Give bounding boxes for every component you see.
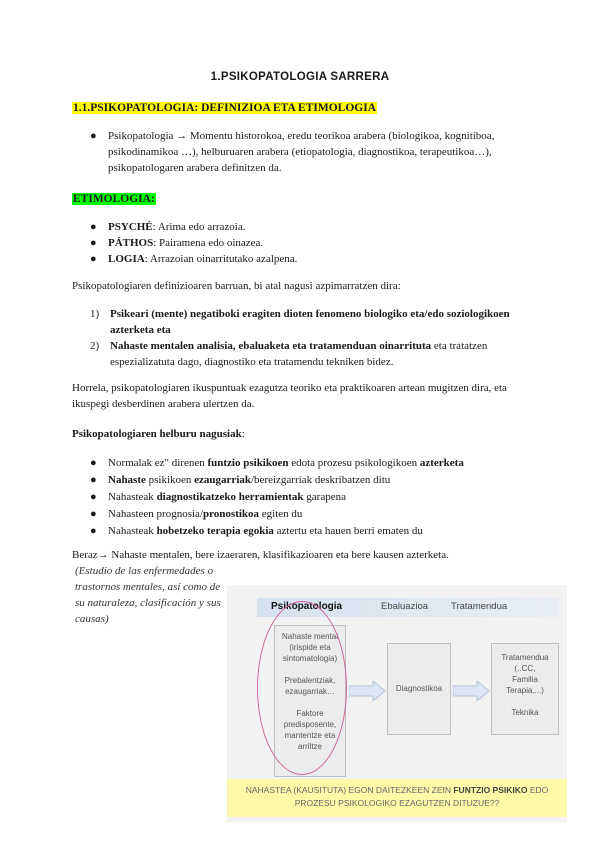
process-figure — [227, 585, 567, 822]
item-number: 1) — [90, 308, 100, 320]
etimologia-item — [90, 235, 530, 251]
box-line: (..CC, — [514, 664, 536, 673]
box-line: Nahaste mental — [281, 632, 339, 641]
bullet-icon: ● — [90, 457, 97, 469]
goal-item — [90, 506, 530, 522]
box-line: sintomatologia) — [282, 654, 338, 663]
intro-paragraph: Psikopatologiaren definizioaren barruan, bi atal nagusi azpimarratzen dira: — [72, 280, 401, 292]
numbered-item — [90, 306, 530, 338]
bullet-icon: ● — [90, 525, 97, 537]
box-line: Tratamendua — [501, 653, 549, 662]
item-number: 2) — [90, 340, 100, 352]
box-line: predisposente, — [283, 720, 337, 729]
highlight-ellipse — [257, 601, 347, 775]
goals-heading — [72, 426, 532, 442]
etimologia-def: : Arrazoian oinarritutako azalpena. — [144, 253, 298, 265]
numbered-rest: eta tratatzen espezializatuta dago, diagnostiko eta tratamendu tekniken bidez. — [110, 340, 488, 368]
paragraph-2: Horrela, psikopatologiaren ikuspuntuak ezagutza teoriko eta praktikoaren artean mugitzen dira, eta ikuspegi desberdinen arabera ulertzen da. — [72, 382, 507, 410]
band-label-ebaluazioa: Ebaluazioa — [381, 601, 429, 612]
goals-heading-suffix: : — [241, 428, 245, 440]
box-line: (irispide eta — [289, 643, 331, 652]
goal-item — [90, 523, 530, 539]
goal-text: garapena — [303, 491, 346, 503]
goal-bold: funtzio psikikoen — [207, 457, 289, 469]
box-line: ezaugarriak… — [285, 687, 335, 696]
box-diagnostikoa — [387, 643, 451, 735]
etimologia-term: PÁTHOS — [108, 237, 154, 249]
box-tratamendua — [491, 643, 559, 735]
bullet-icon: ● — [90, 237, 97, 249]
etimologia-heading: ETIMOLOGIA: — [73, 193, 155, 205]
bullet-icon: ● — [90, 221, 97, 233]
numbered-bold: Psikeari (mente) negatiboki eragiten dioten fenomeno biologiko eta/edo soziologikoen azterketa eta — [110, 308, 510, 336]
goal-text: Nahasteak — [108, 491, 157, 503]
box-line: Prebalentziak, — [284, 676, 336, 685]
box-line: Faktore — [296, 709, 324, 718]
box-line: arriltze — [297, 742, 322, 751]
goal-text: /bereizgarriak deskribatzen ditu — [251, 474, 391, 486]
box-line: mantentze eta — [284, 731, 336, 740]
bullet-icon: ● — [90, 253, 97, 265]
bullet-icon: ● — [90, 508, 97, 520]
figure-caption — [227, 779, 567, 817]
goal-bold: diagnostikatzeko herramientak — [156, 491, 304, 503]
etimologia-term: PSYCHÉ — [108, 221, 153, 233]
definition-text: Psikopatologia → Momentu historokoa, eredu teorikoa arabera (biologikoa, kognitiboa, psikodinamikoa …), helburuaren arabera (etiopatologia, diagnostikoa, terapeutikoa…), psikopatologaren arabera definitzen da. — [108, 130, 495, 174]
box-line: Familia — [512, 675, 538, 684]
band-label-psikopatologia: Psikopatologia — [271, 601, 343, 612]
goal-text: edota prozesu psikologikoen — [288, 457, 420, 469]
bullet-icon: ● — [90, 130, 97, 142]
etimologia-term: LOGIA — [108, 253, 145, 265]
numbered-item — [90, 338, 530, 370]
goal-item — [90, 489, 530, 505]
goal-text: aztertu eta hauen berri ematen du — [273, 525, 423, 537]
page-title: 1.PSIKOPATOLOGIA SARRERA — [210, 71, 390, 83]
goal-item — [90, 472, 530, 488]
box-line: Terapia,...) — [506, 686, 544, 695]
arrow-right-icon — [453, 681, 491, 701]
box-line: Teknika — [511, 708, 539, 717]
beraz-paragraph: Beraz→ Nahaste mentalen, bere izaeraren, klasifikazioaren eta bere kausen azterketa. — [72, 549, 449, 561]
etimologia-def: : Pairamena edo oinazea. — [153, 237, 264, 249]
caption-text: EDO PROZESU PSIKOLOGIKO EZAGUTZEN DITUZUE?? — [294, 785, 549, 808]
goal-item — [90, 455, 530, 471]
etimologia-item — [90, 251, 530, 267]
goal-bold: pronostikoa — [203, 508, 260, 520]
goal-bold: Nahaste — [108, 474, 146, 486]
caption-bold: FUNTZIO PSIKIKO — [453, 785, 528, 795]
goals-heading-text: Psikopatologiaren helburu nagusiak — [72, 428, 242, 440]
arrow-right-icon — [349, 681, 387, 701]
section-heading-definition: 1.1.PSIKOPATOLOGIA: DEFINIZIOA ETA ETIMOLOGIA — [73, 102, 376, 114]
definition-bullet — [90, 128, 530, 176]
etimologia-def: : Arima edo arrazoia. — [152, 221, 246, 233]
goal-text: Nahasteen prognosia/ — [108, 508, 203, 520]
caption-text: NAHASTEA (KAUSITUTA) EGON DAITEZKEEN ZEIN — [245, 785, 454, 795]
side-note: (Estudio de las enfermedades o trastornos mentales, así como de su naturaleza, clasificación y sus causas) — [75, 565, 221, 625]
goal-text: psikikoen — [145, 474, 195, 486]
goal-text: Normalak ez" direnen — [108, 457, 208, 469]
goal-bold: hobetzeko terapia egokia — [156, 525, 274, 537]
bullet-icon: ● — [90, 491, 97, 503]
box-line: Diagnostikoa — [395, 684, 443, 693]
goal-bold: azterketa — [419, 457, 464, 469]
band-label-tratamendua: Tratamendua — [451, 601, 508, 612]
goal-bold: ezaugarriak — [194, 474, 251, 486]
numbered-bold: Nahaste mentalen analisia, ebaluaketa eta tratamenduan oinarrituta — [110, 340, 432, 352]
bullet-icon: ● — [90, 474, 97, 486]
etimologia-item — [90, 219, 530, 235]
goal-text: egiten du — [259, 508, 303, 520]
goal-text: Nahasteak — [108, 525, 157, 537]
